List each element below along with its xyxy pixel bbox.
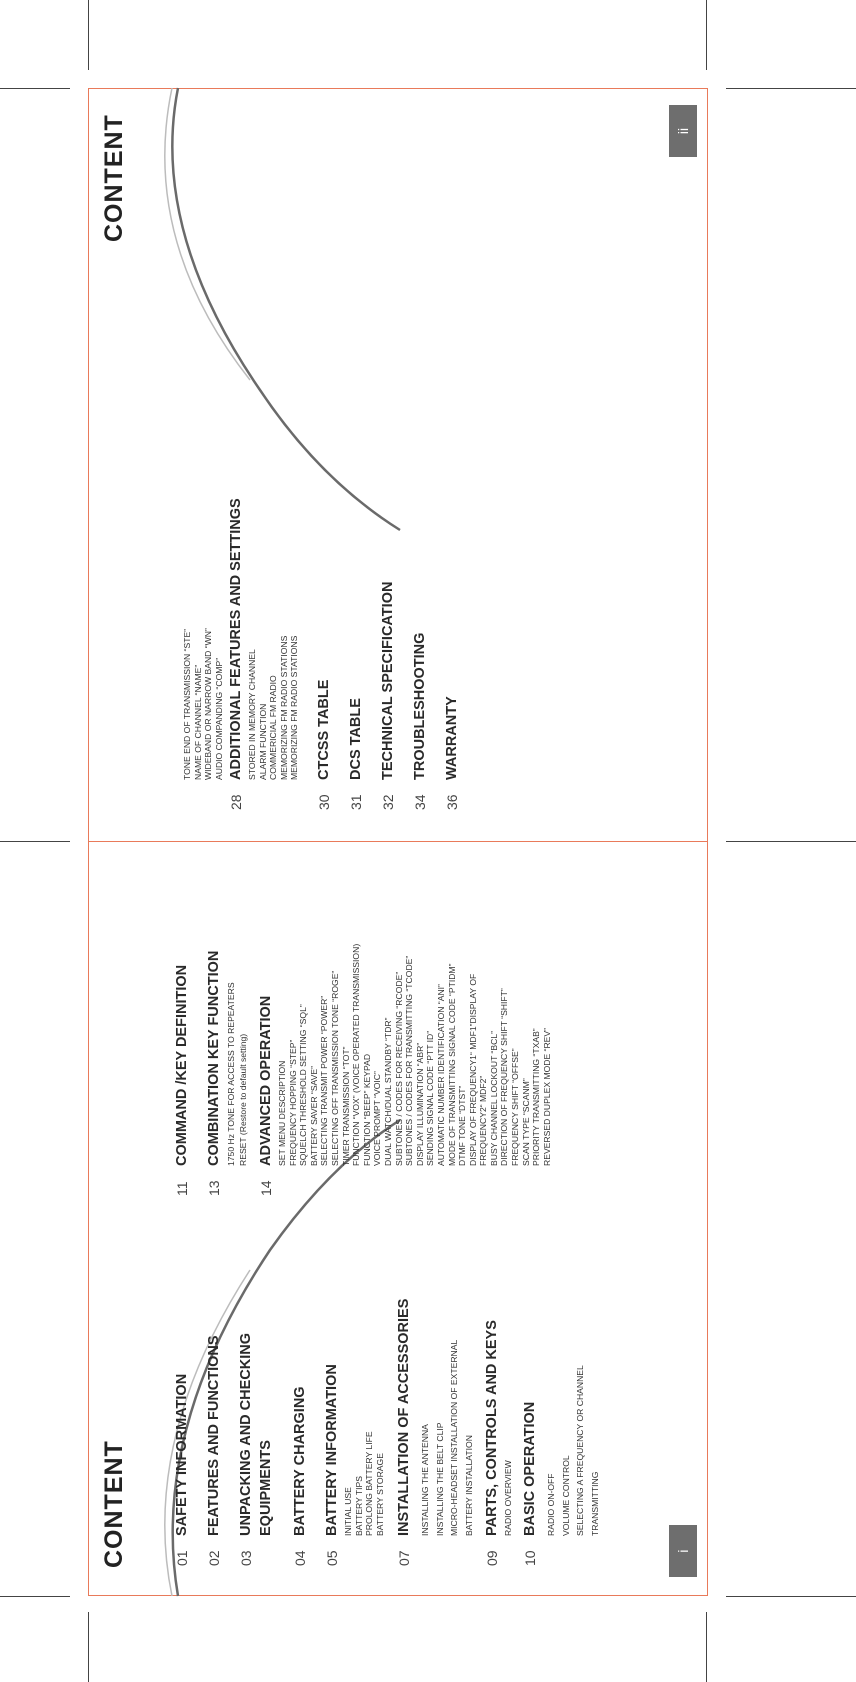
toc-subitem: SELECTING TRANSMIT POWER “POWER” xyxy=(319,995,330,1166)
toc-title: INSTALLATION OF ACCESSORIES xyxy=(396,1298,412,1536)
toc-subitem: RADIO ON-OFF xyxy=(546,1473,556,1536)
toc-subitem: VOICE PROMPT “VOIC” xyxy=(372,1071,383,1166)
toc-subitem: FUNCTION “VOX” (VOICE OPERATED TRANSMISSION) xyxy=(351,943,362,1166)
toc-subitem: TRANSMITTING xyxy=(589,1471,600,1536)
toc-subitem: DISPLAY OF FREQUENCY1“ MDF1”DISPLAY OF xyxy=(467,973,478,1166)
crop-mark xyxy=(0,1596,70,1597)
toc-title: DCS TABLE xyxy=(348,698,364,780)
toc-subitem: STORED IN MEMORY CHANNEL xyxy=(247,649,257,780)
toc-title: FEATURES AND FUNCTIONS xyxy=(206,1335,222,1536)
toc-subitem: VOLUME CONTROL xyxy=(560,1455,571,1536)
toc-subitem: MICRO-HEADSET INSTALLATION OF EXTERNAL xyxy=(449,1339,459,1536)
left-page-content xyxy=(92,848,692,1592)
toc-title: BATTERY CHARGING xyxy=(292,1386,308,1536)
crop-mark xyxy=(88,1612,89,1682)
toc-title: COMMAND /KEY DEFINITION xyxy=(174,964,190,1166)
toc-title: UNPACKING AND CHECKING xyxy=(238,1333,254,1536)
page-title-left: CONTENT xyxy=(100,1440,128,1568)
toc-subitem: TONE END OF TRANSMISSION “STE” xyxy=(182,628,192,780)
toc-subitem: DIRECTION OF FREQUENCY SHIFT “SHIFT” xyxy=(499,988,510,1166)
toc-subitem: BATTERY SAVER “SAVE” xyxy=(308,1066,319,1166)
toc-subitem: MEMORIZING FM RADIO STATIONS xyxy=(289,635,300,780)
toc-subitem: DISPLAY ILLUMINATION “ABR” xyxy=(414,1042,425,1166)
toc-subitem: BATTERY INSTALLATION xyxy=(463,1435,474,1536)
toc-subitem: AUTOMATIC NUMBER IDENTIFICATION “ANI” xyxy=(435,984,446,1166)
toc-title: ADDITIONAL FEATURES AND SETTINGS xyxy=(228,498,244,780)
toc-page-number: 14 xyxy=(258,1180,274,1196)
toc-page-number: 30 xyxy=(316,794,332,810)
crop-mark xyxy=(0,841,70,842)
crop-mark xyxy=(726,1596,856,1597)
toc-title: TROUBLESHOOTING xyxy=(412,632,428,780)
toc-page-number: 36 xyxy=(444,794,460,810)
toc-title: ADVANCED OPERATION xyxy=(258,995,274,1166)
toc-title: WARRANTY xyxy=(444,696,460,780)
toc-title: COMBINATION KEY FUNCTION xyxy=(206,950,222,1166)
toc-page-number: 10 xyxy=(522,1550,538,1566)
toc-subitem: SUBTONES / CODES FOR RECEIVING “RCODE” xyxy=(393,971,404,1166)
crop-mark xyxy=(706,0,707,70)
toc-subitems xyxy=(225,982,249,1166)
toc-subitem: AUDIO COMPANDING “COMP” xyxy=(213,657,224,780)
toc-subitem: TIMER TRANSMISSION “TOT” xyxy=(340,1046,351,1166)
toc-subitem: SELECTING OFF TRANSMISSION TONE “ROGE” xyxy=(329,970,340,1166)
toc-subitem: INSTALLING THE BELT CLIP xyxy=(434,1422,445,1536)
crop-mark xyxy=(706,1612,707,1682)
toc-subitem: RESET (Restore to default setting) xyxy=(238,1033,248,1166)
fold-line xyxy=(88,841,708,842)
toc-page-number: 31 xyxy=(348,794,364,810)
toc-subitem: SCAN TYPE “SCANM” xyxy=(520,1078,531,1166)
toc-subitem: BATTERY TIPS xyxy=(353,1475,364,1536)
crop-mark xyxy=(726,88,856,89)
toc-subitem: ALARM FUNCTION xyxy=(257,703,268,780)
toc-subitem: PRIORITY TRANSMITTING “TXAB” xyxy=(531,1028,542,1166)
toc-subitem: NAME OF CHANNEL “NAME” xyxy=(192,664,203,780)
crop-mark xyxy=(88,0,89,70)
page-number-right: ii xyxy=(675,127,691,135)
toc-subitem: FREQUENCY2“ MDF2” xyxy=(478,1075,489,1166)
toc-page-number: 09 xyxy=(484,1550,500,1566)
toc-subitem: MODE OF TRANSMITTING SIGNAL CODE “PTIDM” xyxy=(446,963,457,1166)
toc-subitems xyxy=(418,1340,476,1536)
toc-page-number: 05 xyxy=(324,1550,340,1566)
toc-title: BASIC OPERATION xyxy=(522,1401,538,1536)
page-title-right: CONTENT xyxy=(100,114,128,242)
toc-page-number: 01 xyxy=(174,1550,190,1566)
toc-subitem: BUSY CHANNEL LOCKOUT “BCL” xyxy=(488,1031,499,1166)
toc-subitems xyxy=(182,628,224,780)
toc-page-number: 03 xyxy=(238,1550,254,1566)
toc-subitem: SQUELCH THRESHOLD SETTING “SQL” xyxy=(298,1004,309,1166)
toc-subitem: 1750 Hz TONE FOR ACCESS TO REPEATERS xyxy=(226,982,236,1166)
toc-title: BATTERY INFORMATION xyxy=(324,1364,340,1536)
toc-subitem: PROLONG BATTERY LIFE xyxy=(364,1431,375,1536)
toc-page-number: 28 xyxy=(228,794,244,810)
page-number-left: i xyxy=(675,1549,691,1553)
toc-page-number: 34 xyxy=(412,794,428,810)
toc-subitem: DTMF TONE “DTST” xyxy=(457,1085,468,1166)
toc-subitem: SUBTONES / CODES FOR TRANSMITTING “TCODE” xyxy=(404,955,415,1166)
toc-subitem: REVERSED DUPLEX MODE “REV” xyxy=(541,1027,552,1166)
toc-subitem: INITIAL USE xyxy=(343,1487,353,1536)
toc-subitem: SET MENU DESCRIPTION xyxy=(277,1060,287,1166)
toc-subitems xyxy=(503,1460,514,1536)
toc-subitem: MEMORIZING FM RADIO STATIONS xyxy=(278,635,289,780)
toc-page-number: 04 xyxy=(292,1550,308,1566)
crop-mark xyxy=(726,841,856,842)
toc-title: PARTS, CONTROLS AND KEYS xyxy=(484,1320,500,1536)
toc-page-number: 11 xyxy=(174,1181,190,1196)
toc-subitem: INSTALLING THE ANTENNA xyxy=(420,1424,430,1536)
toc-subitem: BATTERY STORAGE xyxy=(374,1453,385,1536)
toc-title-continued: EQUIPMENTS xyxy=(258,1440,274,1536)
toc-page-number: 07 xyxy=(396,1550,412,1566)
toc-subitem: FREQUENCY SHIFT “OFFSE” xyxy=(510,1048,521,1166)
toc-subitem: WIDEBAND OR NARROW BAND “WN” xyxy=(203,628,214,780)
right-page-content xyxy=(92,92,692,836)
toc-title: SAFETY INFORMATION xyxy=(174,1373,190,1536)
toc-subitem: DUAL WATCH/DUAL STANDBY “TDR” xyxy=(382,1017,393,1166)
toc-page-number: 32 xyxy=(380,794,396,810)
toc-subitem: RADIO OVERVIEW xyxy=(503,1460,513,1536)
toc-subitems xyxy=(343,1431,385,1536)
toc-subitems xyxy=(544,1365,602,1536)
toc-subitem: SELECTING A FREQUENCY OR CHANNEL xyxy=(575,1365,585,1536)
toc-subitem: FUNCTION “BEEP” KEYPAD xyxy=(361,1053,372,1166)
toc-subitem: COMMERICIAL FM RADIO xyxy=(268,675,279,780)
toc-subitem: SENDING SIGNAL CODE “PTT ID” xyxy=(425,1030,436,1166)
toc-subitem: FREQUENCY HOPPING “STEP” xyxy=(287,1039,298,1166)
toc-title: TECHNICAL SPECIFICATION xyxy=(380,581,396,780)
toc-page-number: 13 xyxy=(206,1180,222,1196)
toc-subitems xyxy=(247,636,300,780)
crop-mark xyxy=(0,88,70,89)
toc-title: CTCSS TABLE xyxy=(316,679,332,780)
toc-page-number: 02 xyxy=(206,1550,222,1566)
toc-subitems xyxy=(277,944,552,1166)
